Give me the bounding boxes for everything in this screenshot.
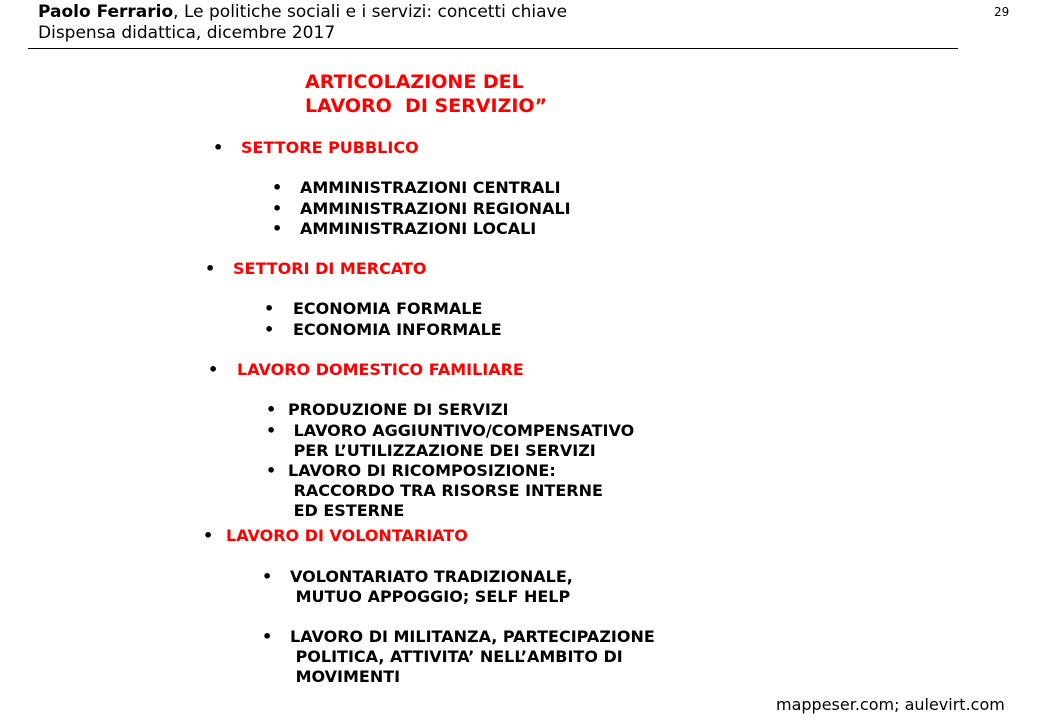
section-heading-lavoro-domestico-familiare: LAVORO DOMESTICO FAMILIARE — [237, 360, 524, 379]
list-item: LAVORO DI MILITANZA, PARTECIPAZIONE POLITICA, ATTIVITA’ NELL’AMBITO DI MOVIMENTI — [290, 627, 655, 686]
header-line-2: Dispensa didattica, dicembre 2017 — [38, 23, 336, 43]
list-item: AMMINISTRAZIONI LOCALI — [300, 219, 537, 238]
item-bullet: • — [266, 421, 277, 440]
section-bullet: • — [205, 259, 216, 278]
item-bullet: • — [262, 567, 273, 586]
section-heading-settore-pubblico: SETTORE PUBBLICO — [241, 138, 419, 157]
section-bullet: • — [213, 138, 224, 157]
slide-title: ARTICOLAZIONE DEL LAVORO DI SERVIZIO” — [305, 71, 548, 117]
list-item: ECONOMIA FORMALE — [293, 299, 483, 318]
item-bullet: • — [266, 461, 277, 480]
section-heading-settori-di-mercato: SETTORI DI MERCATO — [233, 259, 427, 278]
header-divider — [28, 48, 958, 49]
item-bullet: • — [272, 199, 283, 218]
list-item: ECONOMIA INFORMALE — [293, 320, 502, 339]
list-item: PRODUZIONE DI SERVIZI — [288, 400, 509, 419]
page-header — [38, 2, 567, 44]
list-item: VOLONTARIATO TRADIZIONALE, MUTUO APPOGGIO; SELF HELP — [290, 567, 573, 606]
item-bullet: • — [264, 299, 275, 318]
item-bullet: • — [266, 400, 277, 419]
footer-sites: mappeser.com; aulevirt.com — [776, 695, 1005, 714]
section-heading-lavoro-di-volontariato: LAVORO DI VOLONTARIATO — [226, 526, 468, 545]
item-bullet: • — [264, 320, 275, 339]
section-bullet: • — [203, 526, 214, 545]
list-item: LAVORO DI RICOMPOSIZIONE: RACCORDO TRA RISORSE INTERNE ED ESTERNE — [288, 461, 603, 520]
item-bullet: • — [262, 627, 273, 646]
list-item: AMMINISTRAZIONI REGIONALI — [300, 199, 571, 218]
item-bullet: • — [272, 219, 283, 238]
author-name: Paolo Ferrario — [38, 2, 174, 22]
page-number: 29 — [994, 5, 1010, 19]
section-bullet: • — [208, 360, 219, 379]
list-item: AMMINISTRAZIONI CENTRALI — [300, 178, 561, 197]
document-title: , Le politiche sociali e i servizi: concetti chiave — [173, 2, 568, 22]
item-bullet: • — [272, 178, 283, 197]
header-line-1 — [38, 2, 567, 23]
list-item: LAVORO AGGIUNTIVO/COMPENSATIVO PER L’UTILIZZAZIONE DEI SERVIZI — [293, 421, 635, 460]
